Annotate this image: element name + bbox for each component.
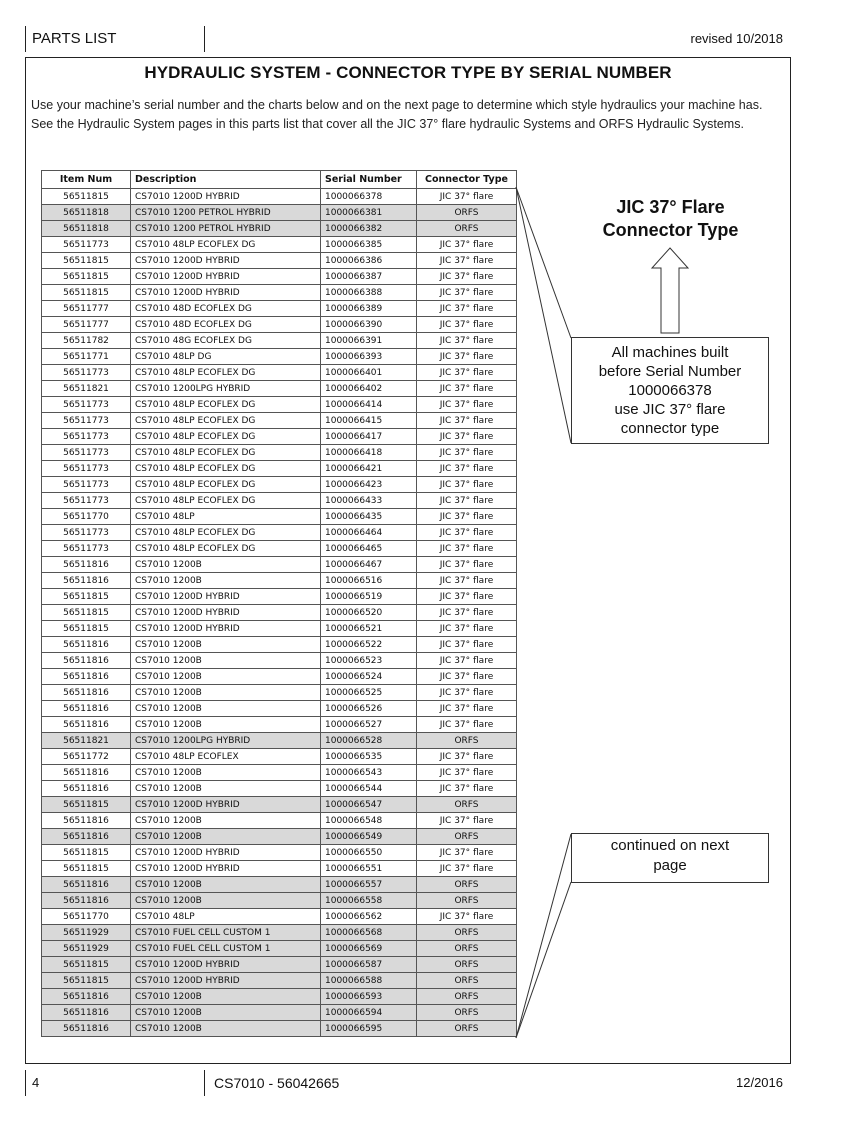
- description-cell: CS7010 1200 PETROL HYBRID: [131, 221, 321, 237]
- connector-type-cell: JIC 37° flare: [417, 653, 517, 669]
- serial-number-cell: 1000066465: [321, 541, 417, 557]
- intro-line-2: See the Hydraulic System pages in this parts list that cover all the JIC 37° flare hydraulic Systems and ORFS Hydraulic Systems.: [31, 117, 744, 131]
- serial-number-cell: 1000066435: [321, 509, 417, 525]
- item-num-cell: 56511815: [42, 845, 131, 861]
- connector-type-cell: JIC 37° flare: [417, 461, 517, 477]
- description-cell: CS7010 48LP ECOFLEX DG: [131, 237, 321, 253]
- description-cell: CS7010 48LP ECOFLEX DG: [131, 477, 321, 493]
- description-cell: CS7010 48LP ECOFLEX DG: [131, 493, 321, 509]
- table-row: [42, 589, 517, 605]
- table-row: [42, 989, 517, 1005]
- table-row: [42, 637, 517, 653]
- table-row: [42, 445, 517, 461]
- item-num-cell: 56511816: [42, 813, 131, 829]
- description-cell: CS7010 1200B: [131, 1005, 321, 1021]
- table-row: [42, 877, 517, 893]
- table-row: [42, 717, 517, 733]
- description-cell: CS7010 1200D HYBRID: [131, 189, 321, 205]
- connector-type-cell: ORFS: [417, 1005, 517, 1021]
- serial-number-cell: 1000066558: [321, 893, 417, 909]
- connector-type-cell: ORFS: [417, 973, 517, 989]
- description-cell: CS7010 1200D HYBRID: [131, 621, 321, 637]
- item-num-cell: 56511815: [42, 973, 131, 989]
- table-row: [42, 621, 517, 637]
- serial-number-cell: 1000066548: [321, 813, 417, 829]
- description-cell: CS7010 1200B: [131, 989, 321, 1005]
- item-num-cell: 56511816: [42, 685, 131, 701]
- connector-type-cell: ORFS: [417, 989, 517, 1005]
- table-row: [42, 557, 517, 573]
- item-num-cell: 56511770: [42, 509, 131, 525]
- description-cell: CS7010 48G ECOFLEX DG: [131, 333, 321, 349]
- serial-note-line-1: All machines built: [611, 344, 729, 361]
- item-num-cell: 56511773: [42, 461, 131, 477]
- description-cell: CS7010 1200B: [131, 877, 321, 893]
- connector-type-cell: ORFS: [417, 877, 517, 893]
- item-num-cell: 56511816: [42, 765, 131, 781]
- item-num-cell: 56511771: [42, 349, 131, 365]
- connector-type-cell: JIC 37° flare: [417, 557, 517, 573]
- description-cell: CS7010 48D ECOFLEX DG: [131, 317, 321, 333]
- item-num-cell: 56511816: [42, 989, 131, 1005]
- serial-number-cell: 1000066433: [321, 493, 417, 509]
- description-cell: CS7010 1200B: [131, 781, 321, 797]
- description-cell: CS7010 1200D HYBRID: [131, 285, 321, 301]
- jic-flare-heading: [583, 196, 758, 242]
- connector-type-cell: ORFS: [417, 925, 517, 941]
- connector-type-cell: JIC 37° flare: [417, 301, 517, 317]
- table-row: [42, 845, 517, 861]
- serial-number-cell: 1000066387: [321, 269, 417, 285]
- serial-number-cell: 1000066547: [321, 797, 417, 813]
- table-row: [42, 525, 517, 541]
- description-cell: CS7010 48D ECOFLEX DG: [131, 301, 321, 317]
- description-cell: CS7010 1200B: [131, 685, 321, 701]
- item-num-cell: 56511815: [42, 269, 131, 285]
- item-num-cell: 56511777: [42, 317, 131, 333]
- section-label: PARTS LIST: [25, 26, 205, 52]
- description-cell: CS7010 FUEL CELL CUSTOM 1: [131, 925, 321, 941]
- serial-number-cell: 1000066549: [321, 829, 417, 845]
- description-cell: CS7010 1200D HYBRID: [131, 589, 321, 605]
- table-row: [42, 461, 517, 477]
- serial-number-cell: 1000066557: [321, 877, 417, 893]
- item-num-cell: 56511773: [42, 397, 131, 413]
- footer-date: 12/2016: [736, 1075, 783, 1090]
- connector-type-cell: JIC 37° flare: [417, 669, 517, 685]
- connector-type-cell: JIC 37° flare: [417, 909, 517, 925]
- table-row: [42, 813, 517, 829]
- item-num-cell: 56511816: [42, 653, 131, 669]
- description-cell: CS7010 48LP ECOFLEX DG: [131, 429, 321, 445]
- connector-type-cell: JIC 37° flare: [417, 573, 517, 589]
- table-row: [42, 1021, 517, 1037]
- table-row: [42, 429, 517, 445]
- item-num-cell: 56511929: [42, 925, 131, 941]
- connector-type-cell: ORFS: [417, 733, 517, 749]
- connector-type-cell: JIC 37° flare: [417, 285, 517, 301]
- table-row: [42, 781, 517, 797]
- serial-number-cell: 1000066414: [321, 397, 417, 413]
- description-cell: CS7010 1200D HYBRID: [131, 957, 321, 973]
- description-cell: CS7010 1200 PETROL HYBRID: [131, 205, 321, 221]
- serial-number-cell: 1000066417: [321, 429, 417, 445]
- table-row: [42, 493, 517, 509]
- item-num-cell: 56511816: [42, 637, 131, 653]
- table-row: [42, 253, 517, 269]
- item-num-cell: 56511773: [42, 413, 131, 429]
- serial-number-cell: 1000066526: [321, 701, 417, 717]
- description-cell: CS7010 48LP ECOFLEX DG: [131, 397, 321, 413]
- connector-type-cell: JIC 37° flare: [417, 589, 517, 605]
- description-cell: CS7010 48LP ECOFLEX DG: [131, 445, 321, 461]
- item-num-cell: 56511821: [42, 733, 131, 749]
- item-num-cell: 56511772: [42, 749, 131, 765]
- table-row: [42, 189, 517, 205]
- description-cell: CS7010 48LP ECOFLEX DG: [131, 413, 321, 429]
- serial-number-cell: 1000066418: [321, 445, 417, 461]
- serial-number-cell: 1000066568: [321, 925, 417, 941]
- connector-type-cell: JIC 37° flare: [417, 637, 517, 653]
- connector-type-cell: ORFS: [417, 205, 517, 221]
- table-row: [42, 829, 517, 845]
- connector-type-cell: ORFS: [417, 1021, 517, 1037]
- description-cell: CS7010 48LP ECOFLEX DG: [131, 541, 321, 557]
- item-num-cell: 56511816: [42, 893, 131, 909]
- description-cell: CS7010 48LP: [131, 509, 321, 525]
- serial-note-line-3: 1000066378: [628, 382, 712, 399]
- description-cell: CS7010 48LP ECOFLEX DG: [131, 461, 321, 477]
- connector-type-cell: JIC 37° flare: [417, 493, 517, 509]
- item-num-cell: 56511816: [42, 669, 131, 685]
- item-num-cell: 56511929: [42, 941, 131, 957]
- connector-type-cell: JIC 37° flare: [417, 701, 517, 717]
- description-cell: CS7010 1200B: [131, 653, 321, 669]
- table-row: [42, 285, 517, 301]
- serial-number-cell: 1000066520: [321, 605, 417, 621]
- connector-type-cell: JIC 37° flare: [417, 781, 517, 797]
- model-number: CS7010 - 56042665: [214, 1075, 340, 1091]
- serial-number-cell: 1000066524: [321, 669, 417, 685]
- item-num-cell: 56511773: [42, 445, 131, 461]
- serial-number-cell: 1000066421: [321, 461, 417, 477]
- serial-number-cell: 1000066388: [321, 285, 417, 301]
- table-row: [42, 413, 517, 429]
- description-cell: CS7010 FUEL CELL CUSTOM 1: [131, 941, 321, 957]
- table-row: [42, 669, 517, 685]
- table-row: [42, 269, 517, 285]
- description-cell: CS7010 1200B: [131, 637, 321, 653]
- connector-type-cell: JIC 37° flare: [417, 269, 517, 285]
- item-num-cell: 56511821: [42, 381, 131, 397]
- serial-note-line-2: before Serial Number: [598, 363, 742, 380]
- table-row: [42, 317, 517, 333]
- table-row: [42, 333, 517, 349]
- serial-note-line-5: connector type: [620, 420, 720, 437]
- item-num-cell: 56511815: [42, 253, 131, 269]
- serial-number-cell: 1000066385: [321, 237, 417, 253]
- table-row: [42, 573, 517, 589]
- description-cell: CS7010 1200D HYBRID: [131, 797, 321, 813]
- page-header: [25, 26, 791, 52]
- table-row: [42, 397, 517, 413]
- serial-note-box: [571, 337, 769, 444]
- connector-type-cell: JIC 37° flare: [417, 349, 517, 365]
- table-row: [42, 957, 517, 973]
- serial-number-cell: 1000066595: [321, 1021, 417, 1037]
- connector-type-cell: JIC 37° flare: [417, 365, 517, 381]
- item-num-cell: 56511770: [42, 909, 131, 925]
- table-row: [42, 861, 517, 877]
- item-num-cell: 56511773: [42, 237, 131, 253]
- item-num-cell: 56511773: [42, 541, 131, 557]
- description-cell: CS7010 1200D HYBRID: [131, 973, 321, 989]
- table-row: [42, 221, 517, 237]
- connector-type-cell: JIC 37° flare: [417, 189, 517, 205]
- table-row: [42, 509, 517, 525]
- description-cell: CS7010 48LP DG: [131, 349, 321, 365]
- table-body: [42, 189, 517, 1037]
- item-num-cell: 56511816: [42, 877, 131, 893]
- serial-number-cell: 1000066516: [321, 573, 417, 589]
- description-cell: CS7010 1200B: [131, 701, 321, 717]
- connector-type-cell: JIC 37° flare: [417, 765, 517, 781]
- item-num-cell: 56511815: [42, 285, 131, 301]
- serial-number-cell: 1000066569: [321, 941, 417, 957]
- connector-type-cell: JIC 37° flare: [417, 861, 517, 877]
- item-num-cell: 56511815: [42, 589, 131, 605]
- description-cell: CS7010 48LP: [131, 909, 321, 925]
- continued-note-box: [571, 833, 769, 883]
- serial-number-cell: 1000066390: [321, 317, 417, 333]
- page-title: HYDRAULIC SYSTEM - CONNECTOR TYPE BY SERIAL NUMBER: [144, 63, 672, 82]
- description-cell: CS7010 1200LPG HYBRID: [131, 381, 321, 397]
- serial-number-cell: 1000066587: [321, 957, 417, 973]
- intro-line-1: Use your machine’s serial number and the charts below and on the next page to determine which style hydraulics your machine has.: [31, 98, 763, 112]
- connector-type-cell: JIC 37° flare: [417, 477, 517, 493]
- jic-heading-line-1: JIC 37° Flare: [616, 197, 725, 217]
- description-cell: CS7010 1200D HYBRID: [131, 845, 321, 861]
- connector-type-cell: JIC 37° flare: [417, 813, 517, 829]
- serial-number-cell: 1000066464: [321, 525, 417, 541]
- description-cell: CS7010 1200B: [131, 813, 321, 829]
- item-num-cell: 56511815: [42, 797, 131, 813]
- item-num-cell: 56511815: [42, 605, 131, 621]
- connector-type-table: [41, 170, 517, 1037]
- description-cell: CS7010 1200B: [131, 717, 321, 733]
- item-num-cell: 56511816: [42, 781, 131, 797]
- connector-type-cell: ORFS: [417, 893, 517, 909]
- description-cell: CS7010 48LP ECOFLEX DG: [131, 365, 321, 381]
- table-row: [42, 973, 517, 989]
- table-row: [42, 925, 517, 941]
- table-row: [42, 909, 517, 925]
- serial-note-line-4: use JIC 37° flare: [614, 401, 726, 418]
- description-cell: CS7010 1200B: [131, 669, 321, 685]
- table-row: [42, 1005, 517, 1021]
- connector-type-cell: JIC 37° flare: [417, 317, 517, 333]
- description-cell: CS7010 1200B: [131, 829, 321, 845]
- description-cell: CS7010 1200D HYBRID: [131, 253, 321, 269]
- item-num-cell: 56511818: [42, 221, 131, 237]
- item-num-cell: 56511815: [42, 621, 131, 637]
- connector-type-cell: ORFS: [417, 797, 517, 813]
- table-row: [42, 301, 517, 317]
- serial-number-cell: 1000066423: [321, 477, 417, 493]
- serial-number-cell: 1000066386: [321, 253, 417, 269]
- table-row: [42, 365, 517, 381]
- table-row: [42, 765, 517, 781]
- table-row: [42, 797, 517, 813]
- serial-number-cell: 1000066543: [321, 765, 417, 781]
- item-num-cell: 56511773: [42, 429, 131, 445]
- connector-type-cell: ORFS: [417, 941, 517, 957]
- connector-type-cell: JIC 37° flare: [417, 237, 517, 253]
- connector-type-cell: JIC 37° flare: [417, 525, 517, 541]
- table-row: [42, 605, 517, 621]
- serial-number-cell: 1000066393: [321, 349, 417, 365]
- connector-type-cell: JIC 37° flare: [417, 381, 517, 397]
- table-row: [42, 685, 517, 701]
- item-num-cell: 56511816: [42, 717, 131, 733]
- item-num-cell: 56511815: [42, 189, 131, 205]
- serial-number-cell: 1000066528: [321, 733, 417, 749]
- description-cell: CS7010 1200D HYBRID: [131, 269, 321, 285]
- serial-number-cell: 1000066551: [321, 861, 417, 877]
- connector-type-cell: JIC 37° flare: [417, 333, 517, 349]
- serial-number-cell: 1000066588: [321, 973, 417, 989]
- page-footer: [25, 1070, 791, 1096]
- item-num-cell: 56511773: [42, 525, 131, 541]
- table-row: [42, 749, 517, 765]
- serial-number-cell: 1000066525: [321, 685, 417, 701]
- connector-type-cell: JIC 37° flare: [417, 605, 517, 621]
- serial-number-cell: 1000066401: [321, 365, 417, 381]
- serial-number-cell: 1000066378: [321, 189, 417, 205]
- connector-type-cell: JIC 37° flare: [417, 397, 517, 413]
- table-row: [42, 477, 517, 493]
- serial-number-cell: 1000066389: [321, 301, 417, 317]
- connector-type-cell: JIC 37° flare: [417, 445, 517, 461]
- page-number: 4: [25, 1070, 205, 1096]
- header-description: Description: [131, 171, 321, 189]
- description-cell: CS7010 1200B: [131, 893, 321, 909]
- serial-number-cell: 1000066527: [321, 717, 417, 733]
- connector-type-cell: JIC 37° flare: [417, 845, 517, 861]
- connector-type-cell: ORFS: [417, 957, 517, 973]
- connector-type-cell: JIC 37° flare: [417, 541, 517, 557]
- item-num-cell: 56511773: [42, 477, 131, 493]
- table-row: [42, 941, 517, 957]
- item-num-cell: 56511816: [42, 1005, 131, 1021]
- description-cell: CS7010 48LP ECOFLEX DG: [131, 525, 321, 541]
- continued-note-line-1: continued on next: [610, 837, 730, 854]
- description-cell: CS7010 48LP ECOFLEX: [131, 749, 321, 765]
- serial-number-cell: 1000066391: [321, 333, 417, 349]
- item-num-cell: 56511816: [42, 701, 131, 717]
- connector-type-cell: JIC 37° flare: [417, 429, 517, 445]
- serial-number-cell: 1000066562: [321, 909, 417, 925]
- item-num-cell: 56511815: [42, 957, 131, 973]
- header-item-num: Item Num: [42, 171, 131, 189]
- table-row: [42, 733, 517, 749]
- header-connector-type: Connector Type: [417, 171, 517, 189]
- item-num-cell: 56511816: [42, 1021, 131, 1037]
- serial-number-cell: 1000066594: [321, 1005, 417, 1021]
- serial-number-cell: 1000066381: [321, 205, 417, 221]
- item-num-cell: 56511816: [42, 573, 131, 589]
- table-row: [42, 237, 517, 253]
- item-num-cell: 56511816: [42, 557, 131, 573]
- connector-type-cell: JIC 37° flare: [417, 749, 517, 765]
- description-cell: CS7010 1200B: [131, 765, 321, 781]
- connector-type-cell: JIC 37° flare: [417, 509, 517, 525]
- description-cell: CS7010 1200B: [131, 1021, 321, 1037]
- connector-type-cell: ORFS: [417, 829, 517, 845]
- table-row: [42, 205, 517, 221]
- serial-number-cell: 1000066415: [321, 413, 417, 429]
- table-header-row: [42, 171, 517, 189]
- serial-number-cell: 1000066467: [321, 557, 417, 573]
- item-num-cell: 56511777: [42, 301, 131, 317]
- serial-number-cell: 1000066519: [321, 589, 417, 605]
- header-serial-number: Serial Number: [321, 171, 417, 189]
- jic-heading-line-2: Connector Type: [602, 220, 739, 240]
- serial-number-cell: 1000066593: [321, 989, 417, 1005]
- serial-number-cell: 1000066382: [321, 221, 417, 237]
- connector-type-cell: JIC 37° flare: [417, 685, 517, 701]
- description-cell: CS7010 1200B: [131, 557, 321, 573]
- table-row: [42, 653, 517, 669]
- table-row: [42, 349, 517, 365]
- intro-text: [31, 96, 786, 134]
- connector-type-cell: ORFS: [417, 221, 517, 237]
- connector-type-cell: JIC 37° flare: [417, 621, 517, 637]
- item-num-cell: 56511816: [42, 829, 131, 845]
- description-cell: CS7010 1200B: [131, 573, 321, 589]
- continued-note-line-2: page: [653, 857, 687, 874]
- serial-number-cell: 1000066522: [321, 637, 417, 653]
- serial-number-cell: 1000066402: [321, 381, 417, 397]
- description-cell: CS7010 1200D HYBRID: [131, 861, 321, 877]
- connector-type-cell: JIC 37° flare: [417, 253, 517, 269]
- description-cell: CS7010 1200D HYBRID: [131, 605, 321, 621]
- serial-number-cell: 1000066544: [321, 781, 417, 797]
- table-row: [42, 701, 517, 717]
- item-num-cell: 56511818: [42, 205, 131, 221]
- item-num-cell: 56511773: [42, 493, 131, 509]
- table-row: [42, 381, 517, 397]
- serial-number-cell: 1000066523: [321, 653, 417, 669]
- serial-number-cell: 1000066521: [321, 621, 417, 637]
- connector-type-cell: JIC 37° flare: [417, 717, 517, 733]
- description-cell: CS7010 1200LPG HYBRID: [131, 733, 321, 749]
- serial-number-cell: 1000066550: [321, 845, 417, 861]
- table-row: [42, 541, 517, 557]
- item-num-cell: 56511782: [42, 333, 131, 349]
- table-row: [42, 893, 517, 909]
- revision-date: revised 10/2018: [690, 31, 783, 46]
- item-num-cell: 56511815: [42, 861, 131, 877]
- item-num-cell: 56511773: [42, 365, 131, 381]
- connector-type-cell: JIC 37° flare: [417, 413, 517, 429]
- serial-number-cell: 1000066535: [321, 749, 417, 765]
